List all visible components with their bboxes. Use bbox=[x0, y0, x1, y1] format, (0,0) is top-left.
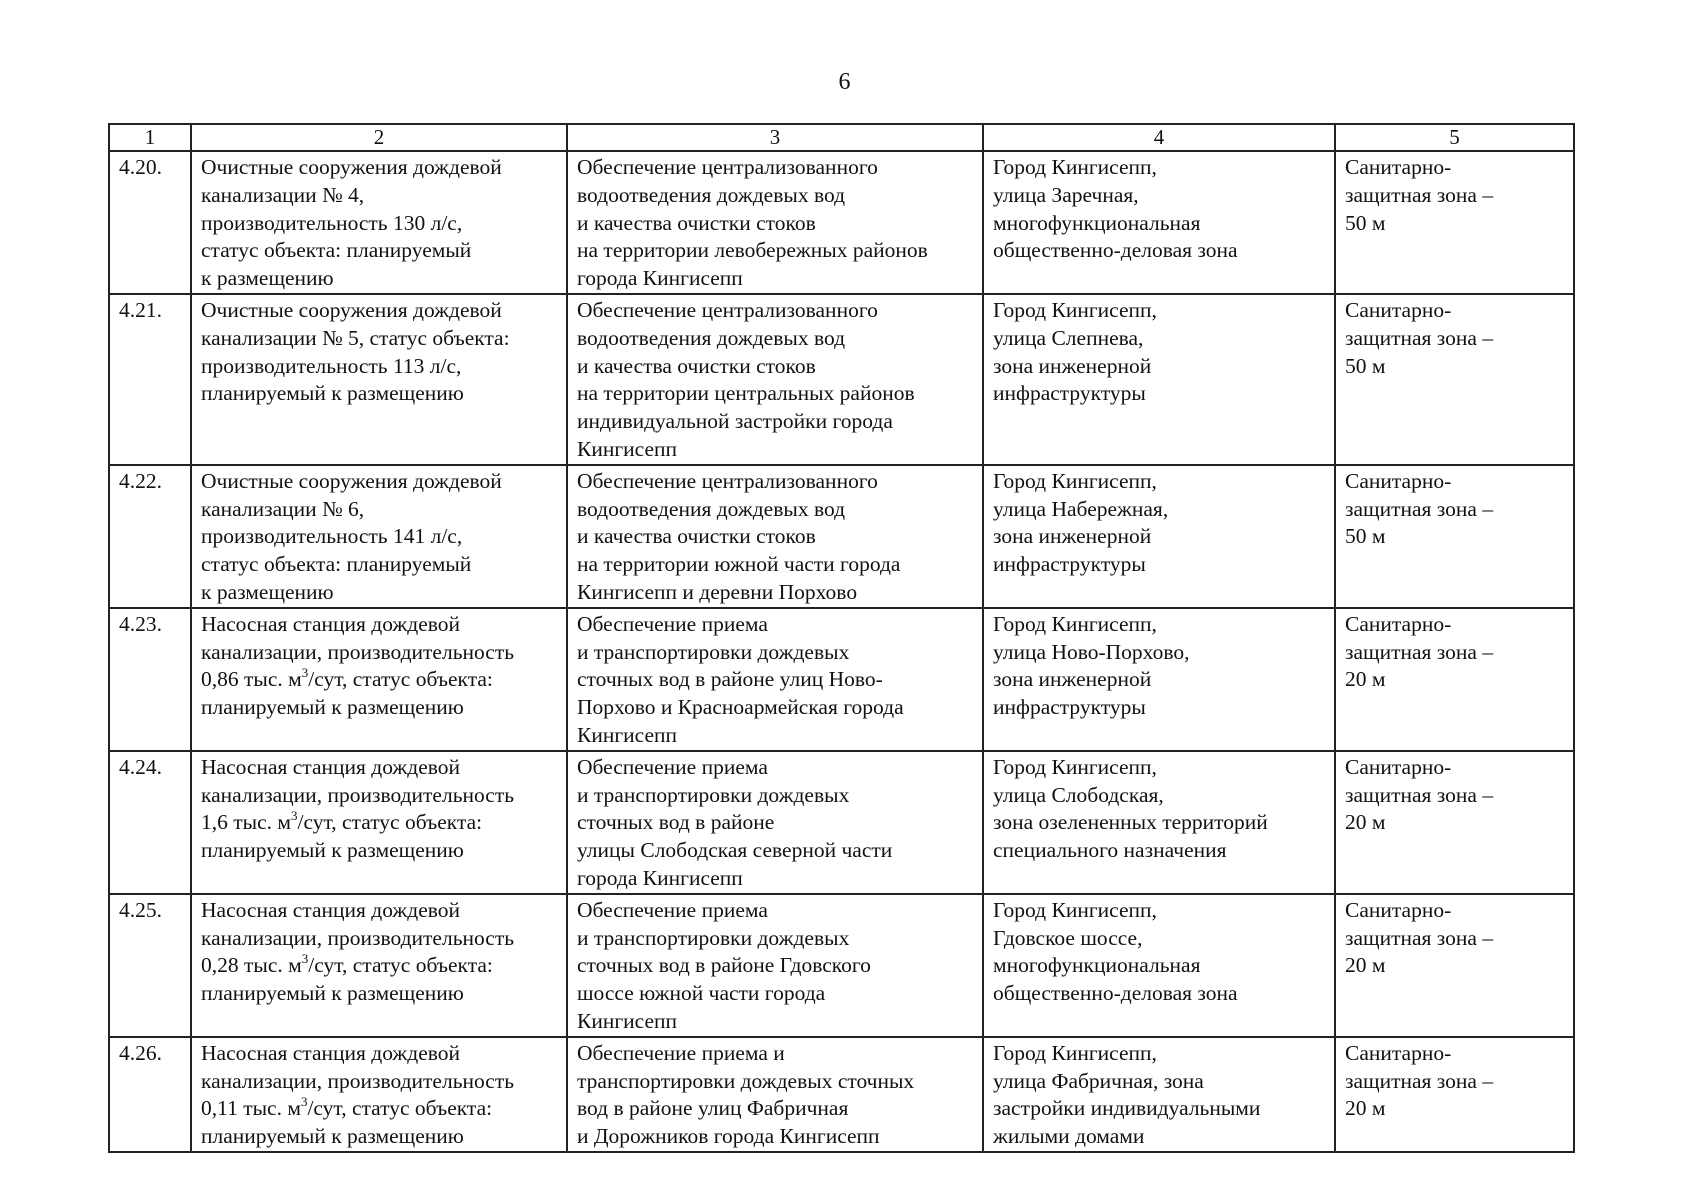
object-purpose: Обеспечение приема и транспортировки дождевых сточных вод в районе улиц Ново- Порхово и Красноармейская города Кингисепп bbox=[567, 608, 983, 751]
protection-zone: Санитарно- защитная зона – 50 м bbox=[1335, 151, 1574, 294]
object-name-text: Насосная станция дождевой канализации, производительность 1,6 тыс. м bbox=[201, 754, 515, 835]
superscript: 3 bbox=[291, 808, 298, 824]
row-number: 4.26. bbox=[109, 1037, 191, 1152]
object-name-text: Насосная станция дождевой канализации, производительность 0,28 тыс. м bbox=[201, 897, 515, 978]
object-name bbox=[191, 1037, 567, 1152]
objects-table bbox=[108, 123, 1575, 1153]
object-location: Город Кингисепп, улица Фабричная, зона застройки индивидуальными жилыми домами bbox=[983, 1037, 1335, 1152]
object-name: Очистные сооружения дождевой канализации № 6, производительность 141 л/с, статус объекта: планируемый к размещению bbox=[191, 465, 567, 608]
column-header-5: 5 bbox=[1335, 124, 1574, 151]
object-name: Очистные сооружения дождевой канализации № 5, статус объекта: производительность 113 л/с, планируемый к размещению bbox=[191, 294, 567, 465]
row-number: 4.25. bbox=[109, 894, 191, 1037]
superscript: 3 bbox=[301, 665, 309, 681]
superscript: 3 bbox=[301, 951, 309, 967]
object-location: Город Кингисепп, улица Набережная, зона инженерной инфраструктуры bbox=[983, 465, 1335, 608]
column-header-4: 4 bbox=[983, 124, 1335, 151]
object-name-text: /сут, статус объекта: планируемый к размещению bbox=[201, 667, 493, 720]
table-header-row bbox=[109, 124, 1574, 151]
object-name bbox=[191, 894, 567, 1037]
protection-zone: Санитарно- защитная зона – 20 м bbox=[1335, 894, 1574, 1037]
protection-zone: Санитарно- защитная зона – 20 м bbox=[1335, 751, 1574, 894]
column-header-1: 1 bbox=[109, 124, 191, 151]
superscript: 3 bbox=[300, 1094, 308, 1110]
object-location: Город Кингисепп, Гдовское шоссе, многофункциональная общественно-деловая зона bbox=[983, 894, 1335, 1037]
table-row bbox=[109, 151, 1574, 294]
object-name-text: /сут, статус объекта: планируемый к размещению bbox=[201, 810, 483, 863]
object-name bbox=[191, 608, 567, 751]
object-purpose: Обеспечение приема и транспортировки дождевых сточных вод в районе улиц Фабричная и Дорожников города Кингисепп bbox=[567, 1037, 983, 1152]
row-number: 4.23. bbox=[109, 608, 191, 751]
row-number: 4.22. bbox=[109, 465, 191, 608]
table-row bbox=[109, 751, 1574, 894]
object-name-text: /сут, статус объекта: планируемый к размещению bbox=[201, 953, 493, 1006]
object-purpose: Обеспечение приема и транспортировки дождевых сточных вод в районе улицы Слободская северной части города Кингисепп bbox=[567, 751, 983, 894]
object-name-text: Насосная станция дождевой канализации, производительность 0,11 тыс. м bbox=[201, 1040, 515, 1121]
row-number: 4.20. bbox=[109, 151, 191, 294]
row-number: 4.24. bbox=[109, 751, 191, 894]
object-purpose: Обеспечение централизованного водоотведения дождевых вод и качества очистки стоков на территории центральных районов индивидуальной застройки города Кингисепп bbox=[567, 294, 983, 465]
page-number: 6 bbox=[838, 69, 851, 95]
object-name-text: /сут, статус объекта: планируемый к размещению bbox=[201, 1096, 493, 1149]
object-name-text: Насосная станция дождевой канализации, производительность 0,86 тыс. м bbox=[201, 611, 515, 692]
column-header-2: 2 bbox=[191, 124, 567, 151]
table-row bbox=[109, 608, 1574, 751]
row-number: 4.21. bbox=[109, 294, 191, 465]
object-purpose: Обеспечение приема и транспортировки дождевых сточных вод в районе Гдовского шоссе южной части города Кингисепп bbox=[567, 894, 983, 1037]
table-row bbox=[109, 1037, 1574, 1152]
protection-zone: Санитарно- защитная зона – 20 м bbox=[1335, 608, 1574, 751]
object-location: Город Кингисепп, улица Слепнева, зона инженерной инфраструктуры bbox=[983, 294, 1335, 465]
protection-zone: Санитарно- защитная зона – 50 м bbox=[1335, 294, 1574, 465]
protection-zone: Санитарно- защитная зона – 20 м bbox=[1335, 1037, 1574, 1152]
table-row bbox=[109, 465, 1574, 608]
object-name bbox=[191, 751, 567, 894]
object-purpose: Обеспечение централизованного водоотведения дождевых вод и качества очистки стоков на территории южной части города Кингисепп и деревни Порхово bbox=[567, 465, 983, 608]
object-location: Город Кингисепп, улица Слободская, зона озелененных территорий специального назначения bbox=[983, 751, 1335, 894]
object-location: Город Кингисепп, улица Заречная, многофункциональная общественно-деловая зона bbox=[983, 151, 1335, 294]
table-row bbox=[109, 294, 1574, 465]
object-location: Город Кингисепп, улица Ново-Порхово, зона инженерной инфраструктуры bbox=[983, 608, 1335, 751]
column-header-3: 3 bbox=[567, 124, 983, 151]
table-row bbox=[109, 894, 1574, 1037]
object-purpose: Обеспечение централизованного водоотведения дождевых вод и качества очистки стоков на территории левобережных районов города Кингисепп bbox=[567, 151, 983, 294]
object-name: Очистные сооружения дождевой канализации № 4, производительность 130 л/с, статус объекта: планируемый к размещению bbox=[191, 151, 567, 294]
protection-zone: Санитарно- защитная зона – 50 м bbox=[1335, 465, 1574, 608]
